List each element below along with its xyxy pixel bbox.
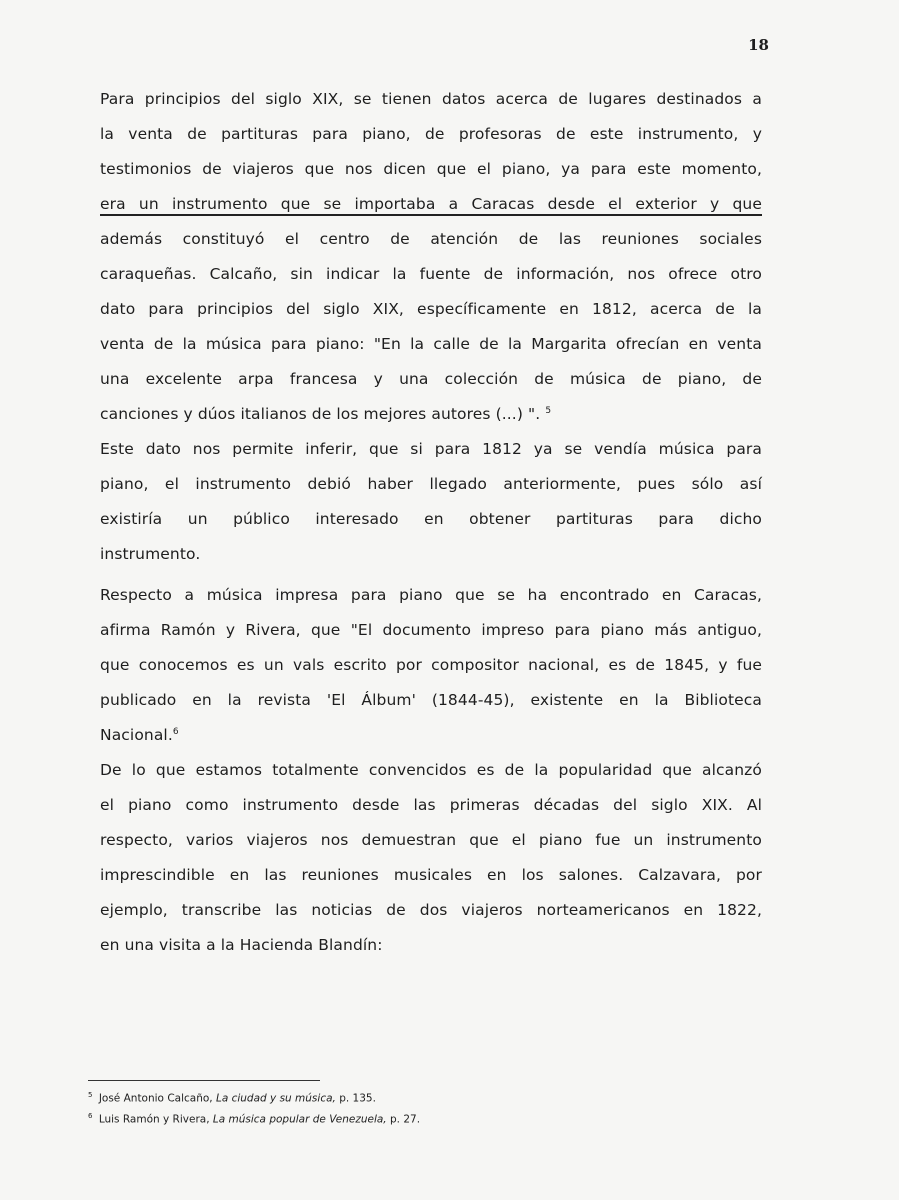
text-line: De lo que estamos totalmente convencidos es de la popularidad que alcanzó [100,761,762,779]
text-line: caraqueñas. Calcaño, sin indicar la fuente de información, nos ofrece otro [100,265,762,283]
text-line: en una visita a la Hacienda Blandín: [100,936,383,954]
text-line: canciones y dúos italianos de los mejores autores (...) ". [100,405,541,423]
footnotes [88,1087,420,1128]
footnote-author: José Antonio Calcaño, [98,1092,213,1105]
text-line: Este dato nos permite inferir, que si para 1812 ya se vendía música para [100,440,762,458]
text-line: Para principios del siglo XIX, se tienen datos acerca de lugares destinados a [100,90,762,108]
text-line: afirma Ramón y Rivera, que "El documento impreso para piano más antiguo, [100,621,762,639]
text-line: Nacional. [100,726,173,744]
text-line-with-footnote [100,718,762,753]
paragraph-3 [100,578,762,753]
text-line: testimonios de viajeros que nos dicen que el piano, ya para este momento, [100,160,762,178]
footnote-page: p. 27. [390,1113,421,1125]
body-text [100,82,762,963]
text-line: ejemplo, transcribe las noticias de dos viajeros norteamericanos en 1822, [100,901,762,919]
footnote-title: La ciudad y su música, [215,1092,336,1105]
text-line: la venta de partituras para piano, de profesoras de este instrumento, y [100,125,762,143]
text-line: piano, el instrumento debió haber llegado anteriormente, pues sólo así [100,475,762,493]
paragraph-1 [100,82,762,432]
text-line: publicado en la revista 'El Álbum' (1844-45), existente en la Biblioteca [100,691,762,709]
text-line: existiría un público interesado en obtener partituras para dicho [100,510,762,528]
text-line: venta de la música para piano: "En la calle de la Margarita ofrecían en venta [100,335,762,353]
text-line: era un instrumento que se importaba a Caracas desde el exterior y que [100,195,762,213]
footnote-mark: 6 [88,1111,93,1120]
paragraph-4 [100,753,762,963]
footnote [88,1087,420,1108]
text-line: una excelente arpa francesa y una colección de música de piano, de [100,370,762,388]
footnote-mark: 5 [88,1091,93,1099]
text-line: respecto, varios viajeros nos demuestran que el piano fue un instrumento [100,831,762,849]
footnote [88,1108,420,1129]
footnote-author: Luis Ramón y Rivera, [98,1113,210,1125]
footnote-reference: 5 [545,405,552,416]
footnote-page: p. 135. [339,1092,376,1105]
text-line: el piano como instrumento desde las primeras décadas del siglo XIX. Al [100,796,762,814]
text-line: dato para principios del siglo XIX, específicamente en 1812, acerca de la [100,300,762,318]
footnote-separator [88,1080,320,1081]
text-line: que conocemos es un vals escrito por compositor nacional, es de 1845, y fue [100,656,762,674]
text-line: Respecto a música impresa para piano que se ha encontrado en Caracas, [100,586,762,604]
text-line: instrumento. [100,545,201,563]
text-line-with-footnote [100,397,762,432]
text-line: imprescindible en las reuniones musicales en los salones. Calzavara, por [100,866,762,884]
footnote-title: La música popular de Venezuela, [212,1113,387,1125]
footnote-reference: 6 [172,726,179,737]
text-line: además constituyó el centro de atención de las reuniones sociales [100,230,762,248]
page-number: 18 [748,36,769,54]
paragraph-2 [100,432,762,572]
